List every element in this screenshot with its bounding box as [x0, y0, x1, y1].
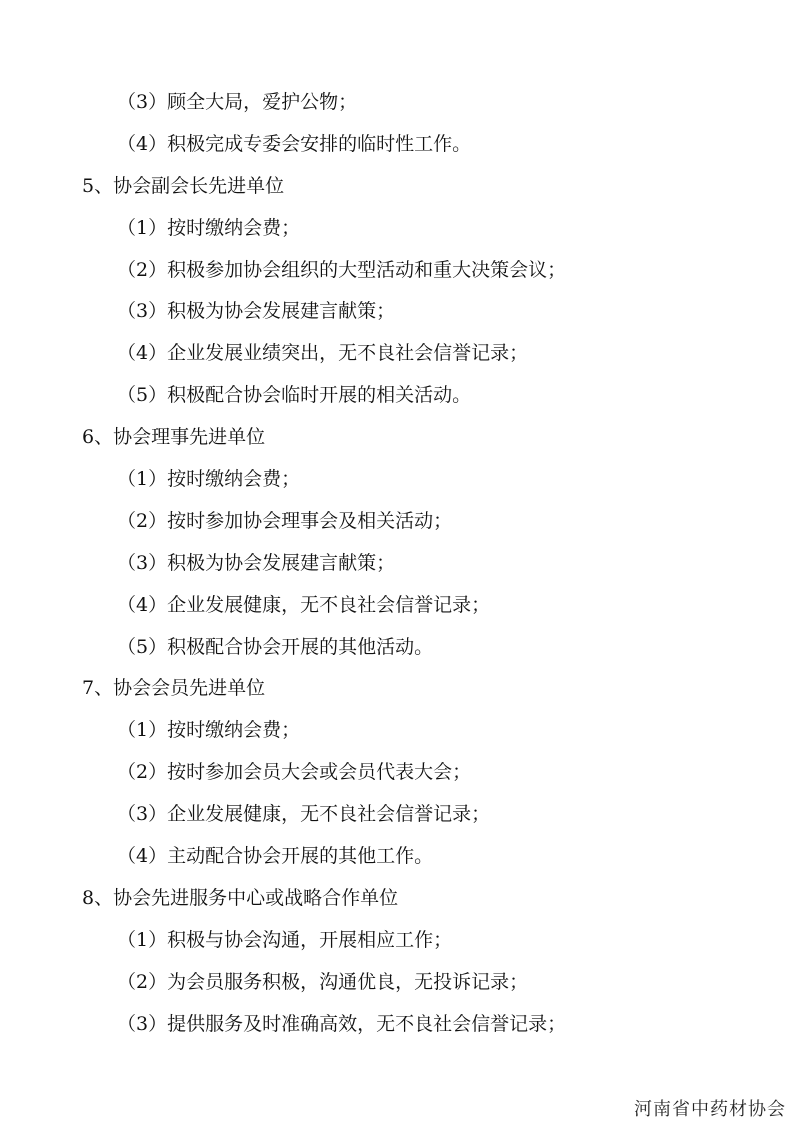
- list-item: （1）积极与协会沟通，开展相应工作；: [117, 928, 453, 951]
- section-heading: 5、协会副会长先进单位: [82, 174, 285, 197]
- list-item: （5）积极配合协会开展的其他活动。: [117, 635, 434, 658]
- list-item: （2）为会员服务积极，沟通优良，无投诉记录；: [117, 970, 529, 993]
- list-item: （2）积极参加协会组织的大型活动和重大决策会议；: [117, 258, 567, 281]
- list-item: （3）提供服务及时准确高效，无不良社会信誉记录；: [117, 1012, 567, 1035]
- list-item: （3）企业发展健康，无不良社会信誉记录；: [117, 803, 491, 826]
- list-item: （5）积极配合协会临时开展的相关活动。: [117, 384, 472, 407]
- list-item: （4）企业发展业绩突出，无不良社会信誉记录；: [117, 342, 529, 365]
- list-item: （1）按时缴纳会费；: [117, 719, 301, 742]
- list-item: （4）主动配合协会开展的其他工作。: [117, 845, 434, 868]
- section-heading: 6、协会理事先进单位: [82, 426, 266, 449]
- list-item: （3）积极为协会发展建言献策；: [117, 300, 396, 323]
- document-body: [0, 82, 800, 1045]
- footer-organization: 河南省中药材协会: [634, 1099, 786, 1120]
- list-item: （1）按时缴纳会费；: [117, 468, 301, 491]
- list-item: （4）积极完成专委会安排的临时性工作。: [117, 132, 472, 155]
- list-item: （2）按时参加会员大会或会员代表大会；: [117, 761, 472, 784]
- list-item: （3）积极为协会发展建言献策；: [117, 551, 396, 574]
- list-item: （1）按时缴纳会费；: [117, 216, 301, 239]
- list-item: （2）按时参加协会理事会及相关活动；: [117, 509, 453, 532]
- section-heading: 7、协会会员先进单位: [82, 677, 266, 700]
- list-item: （4）企业发展健康，无不良社会信誉记录；: [117, 593, 491, 616]
- list-item: （3）顾全大局，爱护公物；: [117, 91, 358, 113]
- section-heading: 8、协会先进服务中心或战略合作单位: [82, 886, 399, 909]
